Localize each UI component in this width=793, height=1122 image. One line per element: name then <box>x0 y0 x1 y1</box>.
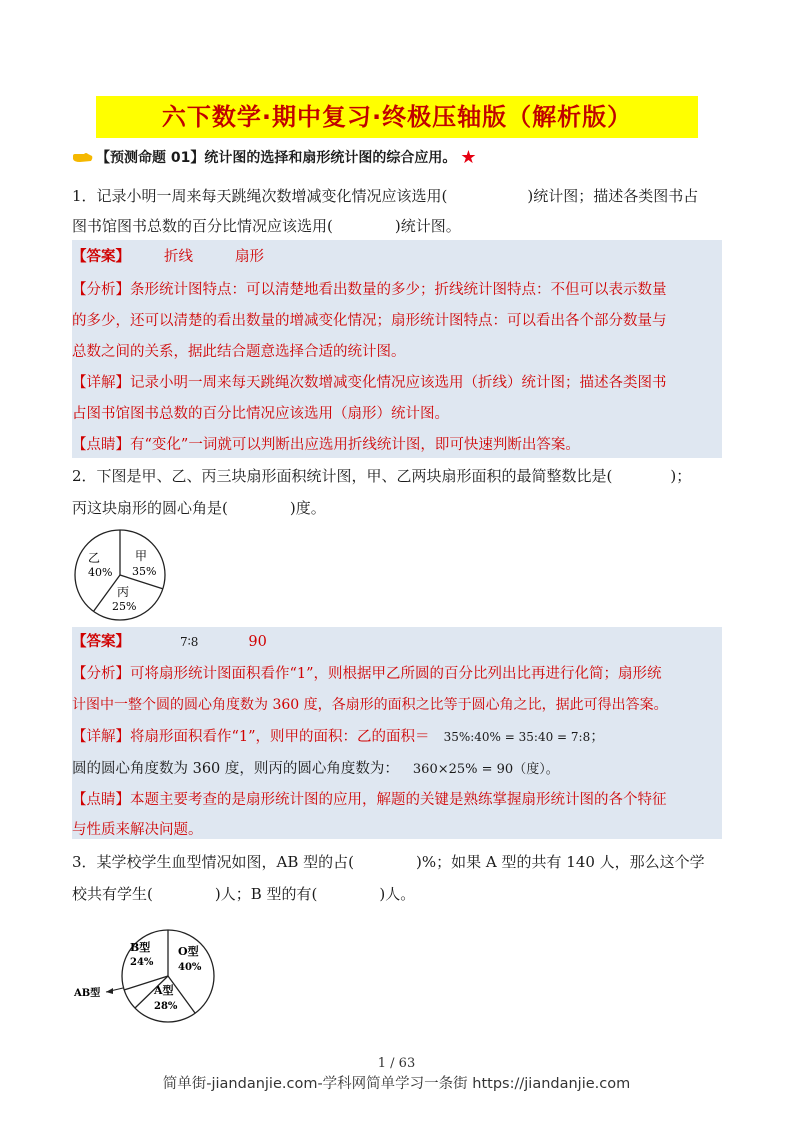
q2-analysis-line1: 【分析】可将扇形统计图面积看作“1”，则根据甲乙所圆的百分比列出比再进行化简；扇形统 <box>72 666 662 682</box>
q1-line1: 1．记录小明一周来每天跳绳次数增减变化情况应该选用( )统计图；描述各类图书占 <box>72 187 699 205</box>
q2-detail-line2: 圆的圆心角度数为 360 度，则丙的圆心角度数为： 360×25% = 90（度）。 <box>72 761 559 777</box>
q2-analysis-line2: 计图中一整个圆的圆心角度数为 360 度，各扇形的面积之比等于圆心角之比，据此可得出答案。 <box>72 697 668 713</box>
topic-text: 【预测命题 01】统计图的选择和扇形统计图的综合应用。 <box>96 150 457 166</box>
q1-analysis-line3: 总数之间的关系，据此结合题意选择合适的统计图。 <box>72 344 406 360</box>
pie-label-ab-name: AB型 <box>74 988 101 999</box>
q1-analysis-line2: 的多少，还可以清楚的看出数量的增减变化情况；扇形统计图特点：可以看出各个部分数量与 <box>72 313 667 329</box>
ab-arrow-icon <box>106 988 113 994</box>
q1-analysis-line1: 【分析】条形统计图特点：可以清楚地看出数量的多少；折线统计图特点：不但可以表示数量 <box>72 282 667 298</box>
q2-line1: 2．下图是甲、乙、丙三块扇形面积统计图，甲、乙两块扇形面积的最简整数比是( )； <box>72 467 692 485</box>
q3-line2: 校共有学生( )人；B 型的有( )人。 <box>72 885 416 903</box>
pie-label-o-name: O型 <box>178 945 199 958</box>
pointing-hand-icon <box>72 152 94 164</box>
q2-detail-line1: 【详解】将扇形面积看作“1”，则甲的面积：乙的面积＝ 35%:40% = 35:40 = 7:8； <box>72 729 605 745</box>
footer-site: 简单街-jiandanjie.com-学科网简单学习一条街 https://jiandanjie.com <box>162 1076 631 1092</box>
q2-line2: 丙这块扇形的圆心角是( )度。 <box>72 499 326 517</box>
q1-answer: 【答案】 折线 扇形 <box>72 248 264 265</box>
pie-label-b-name: B型 <box>130 941 151 954</box>
topic-heading <box>72 146 732 170</box>
pie-label-jia-pct: 35% <box>132 565 157 578</box>
pie-label-bing-pct: 25% <box>112 600 137 613</box>
area-pie-chart <box>72 528 172 624</box>
page-number: 1 / 63 <box>377 1056 416 1071</box>
q2-tip-line1: 【点睛】本题主要考查的是扇形统计图的应用，解题的关键是熟练掌握扇形统计图的各个特征 <box>72 792 667 808</box>
pie-label-jia-name: 甲 <box>135 549 148 563</box>
pie-label-yi-name: 乙 <box>88 551 101 565</box>
pie-label-yi-pct: 40% <box>88 566 113 579</box>
blood-type-pie-chart <box>72 928 222 1024</box>
pie-label-a-pct: 28% <box>154 1001 178 1012</box>
pie-label-a-name: A型 <box>154 984 174 997</box>
q1-detail-line2: 占图书馆图书总数的百分比情况应该选用（扇形）统计图。 <box>72 406 449 422</box>
pie-label-b-pct: 24% <box>130 957 154 968</box>
q3-line1: 3．某学校学生血型情况如图，AB 型的占( )%；如果 A 型的共有 140 人，那么这个学 <box>72 853 705 871</box>
q1-detail-line1: 【详解】记录小明一周来每天跳绳次数增减变化情况应该选用（折线）统计图；描述各类图书 <box>72 375 667 391</box>
q1-line2: 图书馆图书总数的百分比情况应该选用( )统计图。 <box>72 217 461 235</box>
star-icon: ★ <box>460 147 477 168</box>
pie-label-o-pct: 40% <box>178 962 202 973</box>
q2-answer: 【答案】 7∶8 90 <box>72 633 267 650</box>
q2-tip-line2: 与性质来解决问题。 <box>72 822 203 838</box>
q1-tip: 【点睛】有“变化”一词就可以判断出应选用折线统计图，即可快速判断出答案。 <box>72 437 580 453</box>
pie-label-bing-name: 丙 <box>117 585 130 599</box>
page-title: 六下数学·期中复习·终极压轴版（解析版） <box>96 96 698 138</box>
